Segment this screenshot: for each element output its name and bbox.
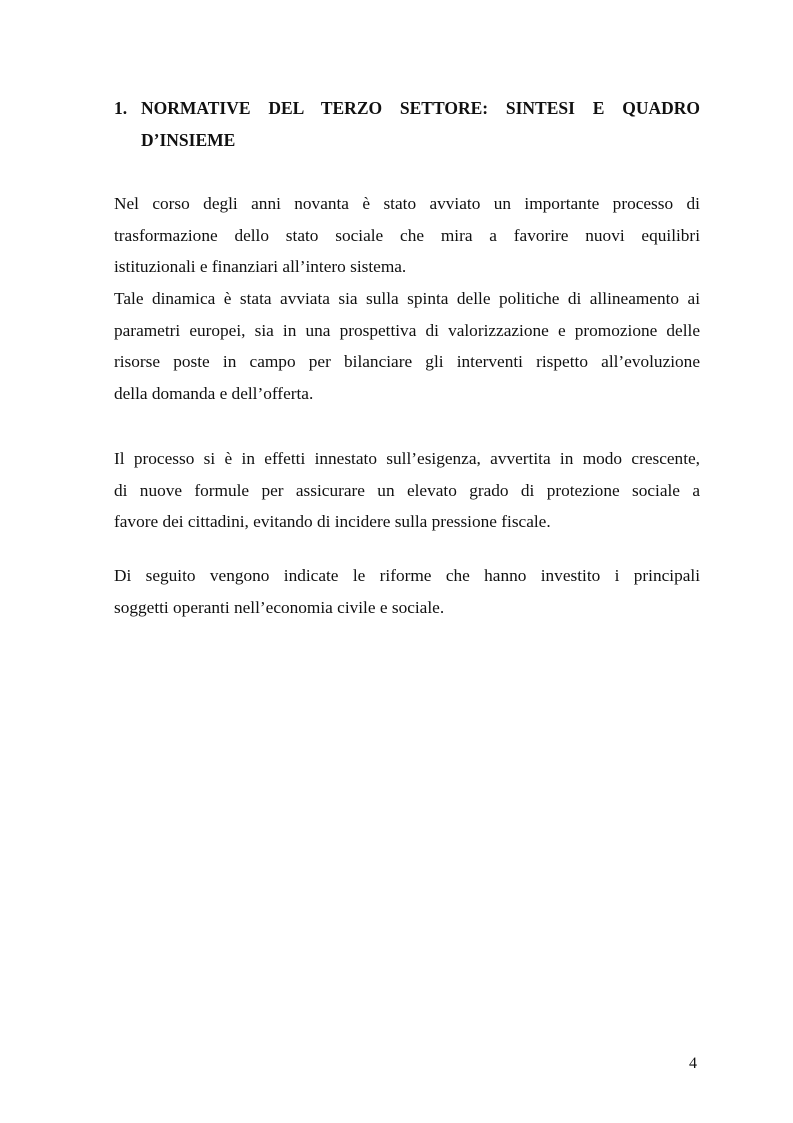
paragraph-line: istituzionali e finanziari all’intero sistema. (114, 257, 407, 277)
section-heading (114, 92, 700, 156)
paragraph-line: risorse poste in campo per bilanciare gli interventi rispetto all’evoluzione (114, 352, 700, 372)
paragraph-line: della domanda e dell’offerta. (114, 383, 314, 403)
paragraph-line: di nuove formule per assicurare un elevato grado di protezione sociale a (114, 480, 700, 500)
paragraph-line: Nel corso degli anni novanta è stato avviato un importante processo di (114, 194, 700, 213)
paragraph-line: soggetti operanti nell’economia civile e sociale. (114, 597, 445, 617)
paragraph-2 (114, 283, 700, 409)
paragraph-line: parametri europei, sia in una prospettiva di valorizzazione e promozione delle (114, 320, 700, 340)
page-number: 4 (689, 1055, 697, 1072)
paragraph-4 (114, 560, 700, 623)
paragraph-1 (114, 188, 700, 283)
paragraph-line: favore dei cittadini, evitando di incidere sulla pressione fiscale. (114, 512, 551, 532)
section-title: NORMATIVE DEL TERZO SETTORE: SINTESI E QUADRO D’INSIEME (141, 98, 700, 150)
paragraph-line: trasformazione dello stato sociale che mira a favorire nuovi equilibri (114, 225, 700, 245)
section-number: 1. (114, 98, 128, 118)
paragraph-line: Di seguito vengono indicate le riforme che hanno investito i principali (114, 566, 700, 585)
paragraph-line: Tale dinamica è stata avviata sia sulla spinta delle politiche di allineamento ai (114, 289, 700, 308)
paragraph-3 (114, 443, 700, 538)
paragraph-line: Il processo si è in effetti innestato sull’esigenza, avvertita in modo crescente, (114, 449, 700, 468)
